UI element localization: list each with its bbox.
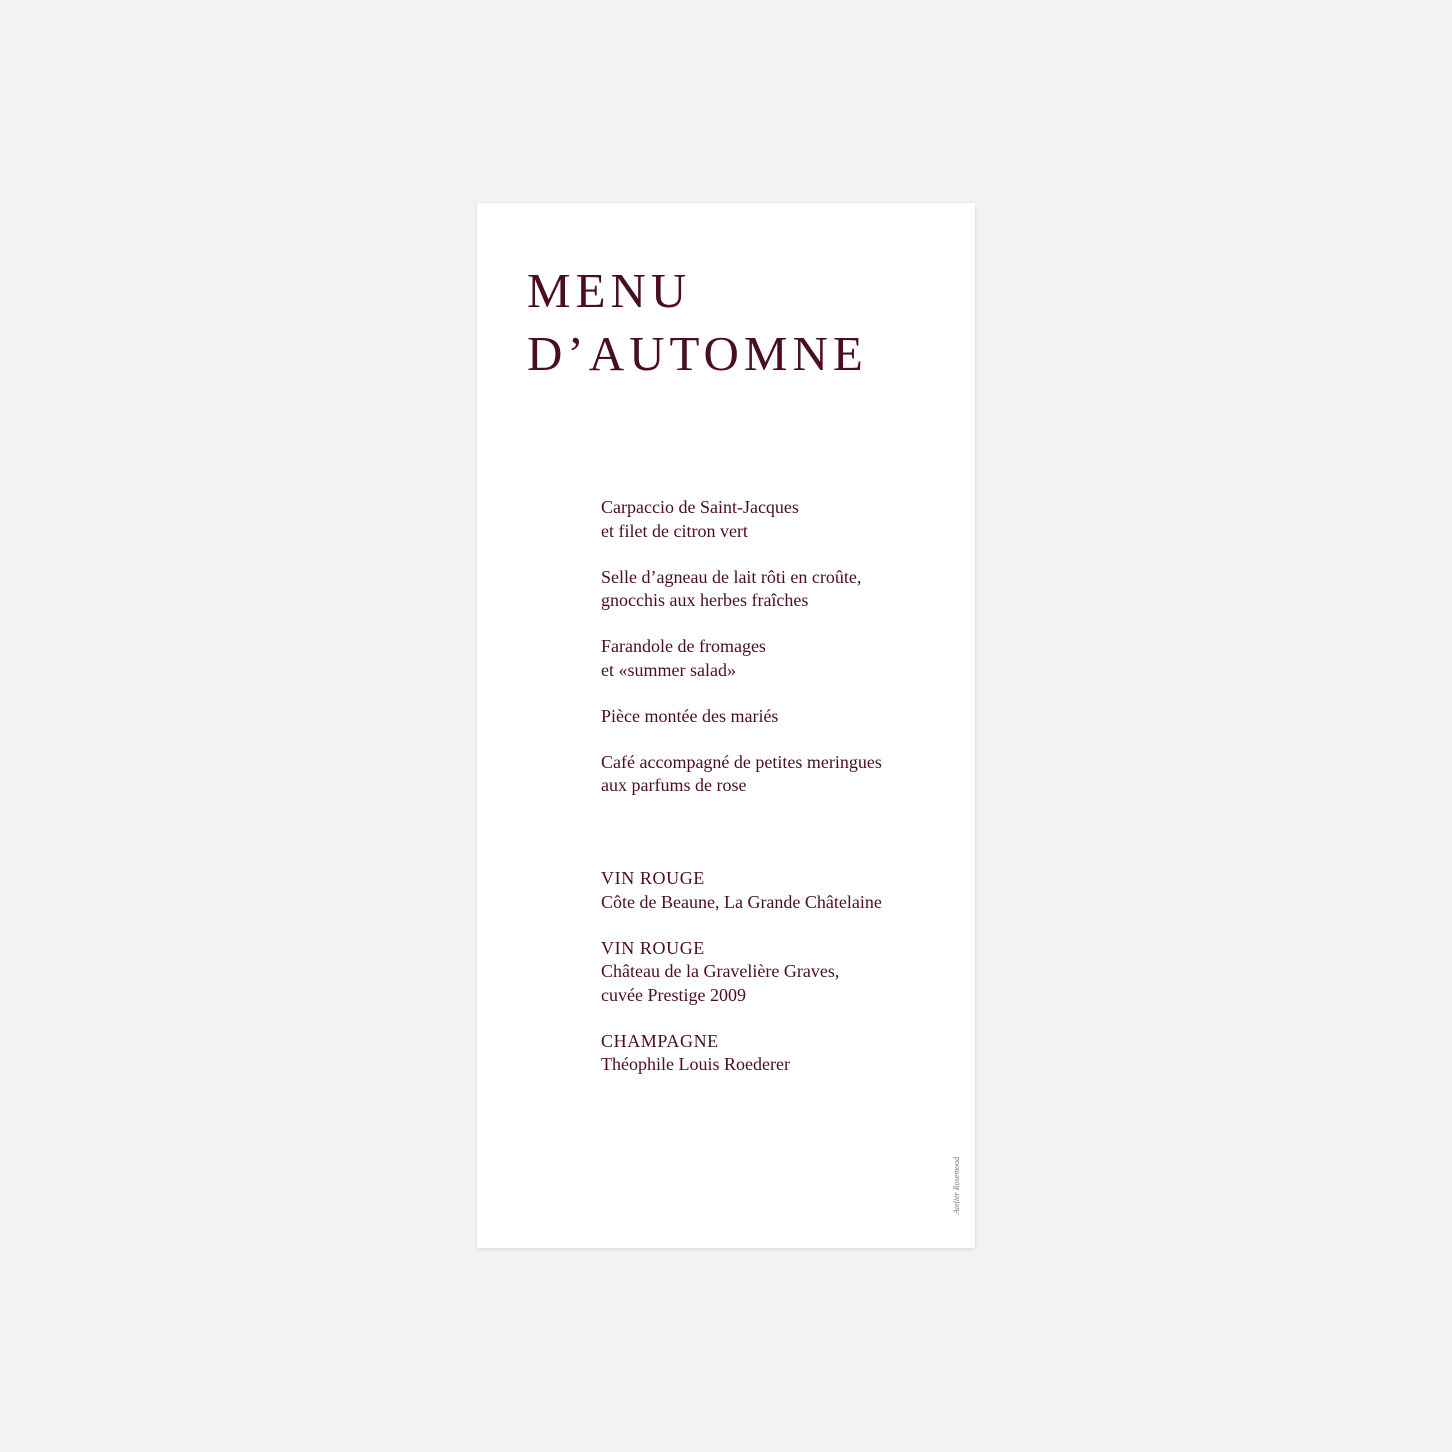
wine-name: Côte de Beaune, La Grande Châtelaine [601,891,882,912]
wine-type: VIN ROUGE [601,937,705,958]
dish-line: Pièce montée des mariés [601,705,779,726]
wine-item [601,867,882,914]
dish-line: gnocchis aux herbes fraîches [601,590,809,610]
dish-line: et filet de citron vert [601,520,748,541]
menu-title [527,259,868,385]
dish-item [601,496,882,543]
dish-line: Selle d’agneau de lait rôti en croûte, [601,566,862,587]
wine-name: Théophile Louis Roederer [601,1054,790,1074]
dish-item [601,705,882,729]
dish-line: Café accompagné de petites meringues [601,751,882,772]
dish-line: aux parfums de rose [601,775,747,795]
menu-title-line-2: D’AUTOMNE [527,326,868,381]
dishes-list [601,496,882,820]
wine-name: Château de la Gravelière Graves, [601,961,840,981]
dish-line: Carpaccio de Saint-Jacques [601,497,799,517]
dish-line: Farandole de fromages [601,636,766,656]
menu-title-line-1: MENU [527,263,692,318]
wine-name: cuvée Prestige 2009 [601,984,746,1005]
menu-card [477,203,975,1248]
wines-list [601,867,882,1099]
wine-type: VIN ROUGE [601,868,705,888]
dish-item [601,566,882,613]
wine-type: CHAMPAGNE [601,1030,719,1051]
designer-signature: Atelier Rosemood [952,1156,961,1214]
wine-item [601,937,882,1008]
wine-item [601,1030,882,1077]
dish-item [601,635,882,682]
dish-item [601,751,882,798]
dish-line: et «summer salad» [601,659,736,680]
